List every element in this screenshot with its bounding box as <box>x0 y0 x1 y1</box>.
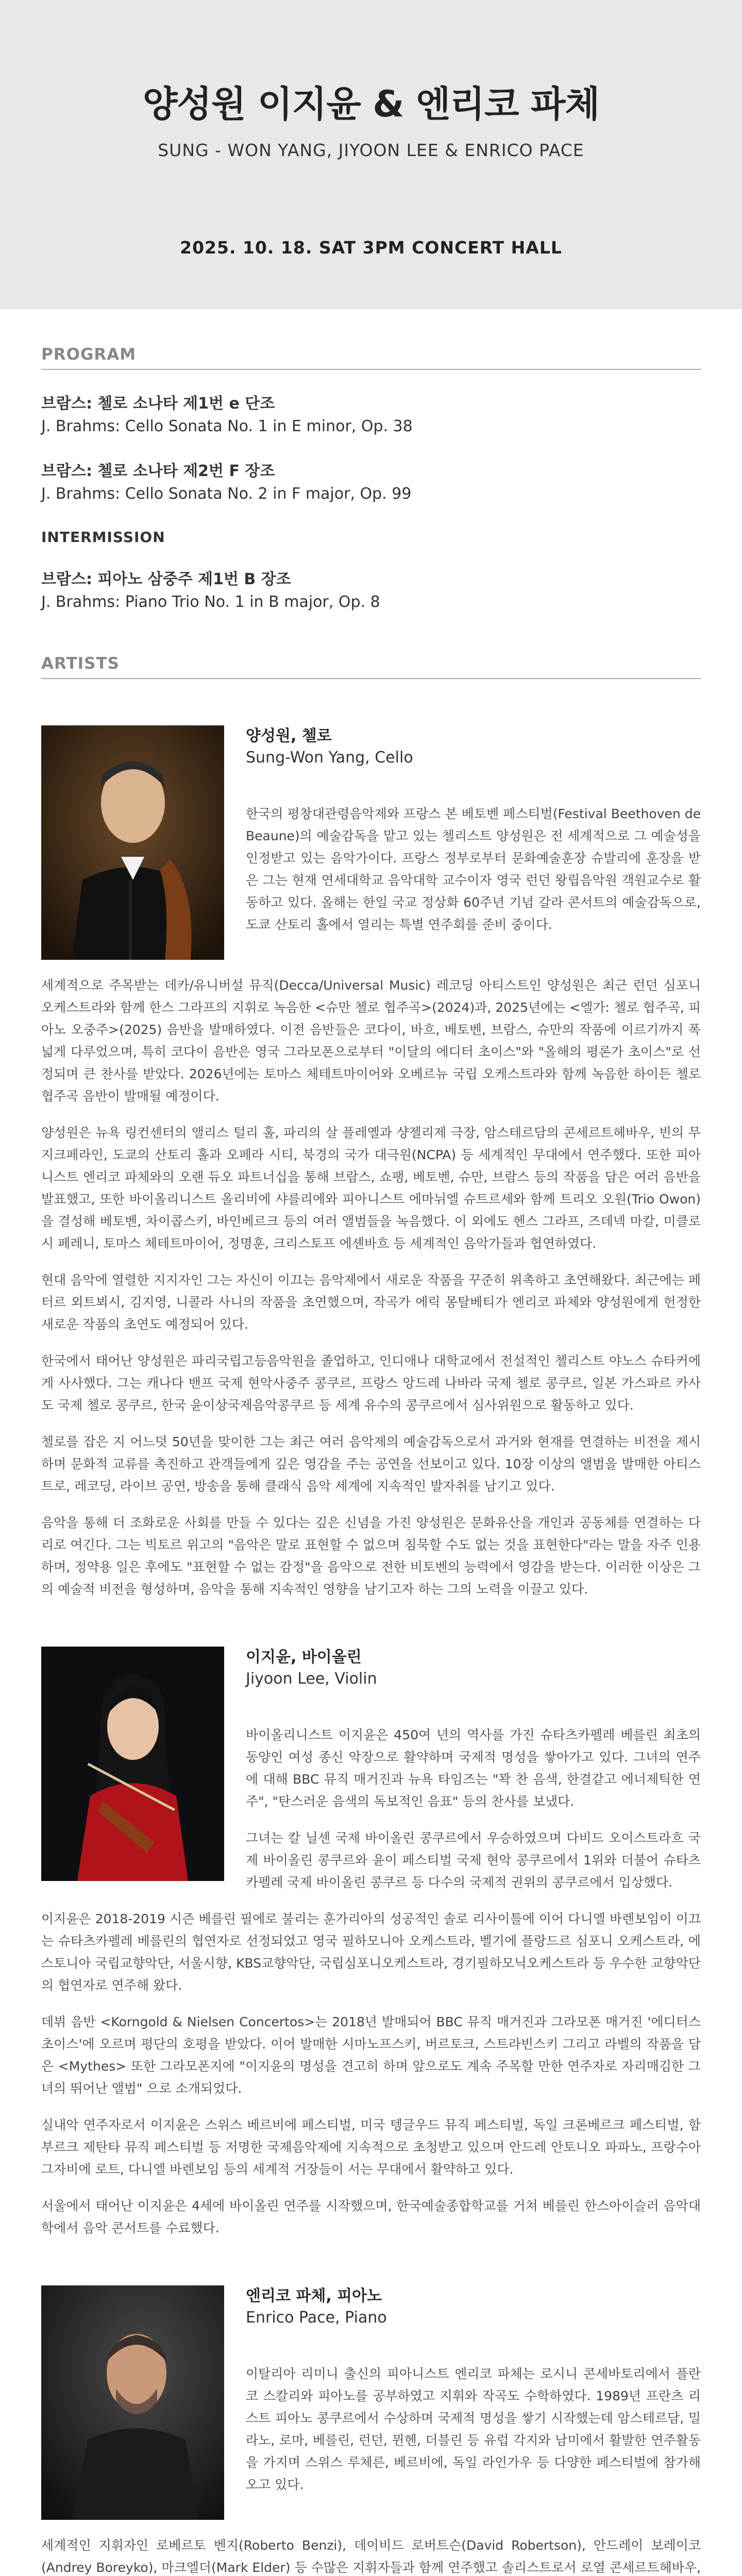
program-heading: PROGRAM <box>41 345 701 370</box>
artist-name-kr: 엔리코 파체, 피아노 <box>246 2287 382 2305</box>
concert-date: 2025. 10. 18. SAT 3PM CONCERT HALL <box>180 238 562 258</box>
artist-name-en: Enrico Pace, Piano <box>246 2309 387 2327</box>
artist-enrico-pace <box>41 2285 701 2576</box>
artist-photo-pianist <box>41 2285 224 2520</box>
artist-bio-paragraph: 세계적인 지휘자인 로베르토 벤지(Roberto Benzi), 데이비드 로버트슨(David Robertson), 안드레이 보레이코(Andrey Boreyko), 마크엘더(Mark Elder) 등 수많은 지휘자들과 함께 연주했고 솔리스트로서 로열 콘세르트헤바우, <box>41 2538 701 2575</box>
program-item-en: J. Brahms: Piano Trio No. 1 in B major, Op. 8 <box>41 592 380 611</box>
artist-intro-paragraph: 이탈리아 리미니 출신의 피아니스트 엔리코 파체는 로시니 콘세바토리에서 플란코 스칼리와 피아노를 공부하였고 지휘와 작곡도 수학하였다. 1989년 프란츠 리스트 피아노 콩쿠르에서 수상하며 국제적 명성을 쌓기 시작했는데 암스테르담, 밀라노, 로마, 베를린, 런던, 뮌헨, 더블린 등 유럽 각지와 남미에서 활발한 연주활동을 가지며 스위스 루체른, 베르비에, 독일 라인가우 등 다양한 페스티벌에 참가해오고 있다. <box>246 2366 701 2492</box>
concert-subtitle: SUNG - WON YANG, JIYOON LEE & ENRICO PACE <box>158 140 584 160</box>
artist-bio-paragraph: 데뷔 음반 <Korngold & Nielsen Concertos>는 2018년 발매되어 BBC 뮤직 매거진과 그라모폰 매거진 '에디터스 초이스'에 오르며 평단의 호평을 받았다. 이어 발매한 시마노프스키, 버르토크, 스트라빈스키 그리고 라벨의 작품을 담은 <Mythes> 또한 그라모폰지에 "이지윤의 명성을 견고히 하며 앞으로도 계속 주목할 만한 연주자로 자리매김한 그녀의 뛰어난 앨범" 으로 소개되었다. <box>41 2014 701 2096</box>
artist-bio-paragraph: 첼로를 잡은 지 어느덧 50년을 맞이한 그는 최근 여러 음악제의 예술감독으로서 과거와 현재를 연결하는 비전을 제시하며 문화적 교류를 촉진하고 관객들에게 깊은 영감을 주는 공연을 선보이고 있다. 10장 이상의 앨범을 발매한 아티스트로, 레코딩, 라이브 공연, 방송을 통해 클래식 음악 세계에 지속적인 발자취를 남기고 있다. <box>41 1434 701 1494</box>
artists-heading: ARTISTS <box>41 654 701 679</box>
artist-bio-paragraph: 세계적으로 주목받는 데카/유니버설 뮤직(Decca/Universal Music) 레코딩 아티스트인 양성원은 최근 런던 심포니 오케스트라와 함께 한스 그라프의 지휘로 녹음한 <슈만 첼로 협주곡>(2024)과, 2025년에는 <엘가: 첼로 협주곡, 피아노 오중주>(2025) 음반을 발매하였다. 이전 음반들은 코다이, 바흐, 베토벤, 브람스, 슈만의 작품에 이르기까지 폭넓게 다루었으며, 특히 코다이 음반은 영국 그라모폰으로부터 "이달의 에디터 초이스"와 "올해의 평론가 초이스"로 선정되며 큰 찬사를 받았다. 2026년에는 토마스 체테트마이어와 오베르뉴 국립 오케스트라와 함께 녹음한 하이든 첼로 협주곡 음반이 발매될 예정이다. <box>41 978 701 1104</box>
artist-bio-paragraph: 양성원은 뉴욕 링컨센터의 앨리스 털리 홀, 파리의 살 플레옐과 샹젤리제 극장, 암스테르담의 콘세르트헤바우, 빈의 무지크페라인, 도쿄의 산토리 홀과 오페라 시티, 북경의 국가 대극원(NCPA) 등 세계적인 무대에서 연주했다. 또한 피아니스트 엔리코 파체와의 오랜 듀오 파트너십을 통해 브람스, 쇼팽, 베토벤, 슈만, 브람스 등의 작품을 담은 여러 음반을 발표했고, 또한 바이올리니스트 올리비에 샤를리에와 피아니스트 에마뉘엘 슈트르세와 함께 트리오 오원(Trio Owon)을 결성해 베토벤, 차이콥스키, 바인베르크 등의 여러 앨범들을 녹음했다. 이 외에도 헨스 그라프, 즈데넥 마칼, 미클로시 페레니, 토마스 체테트마이어, 정명훈, 크리스토프 에셴바흐 등 세계적인 음악가들과 협연하였다. <box>41 1125 701 1251</box>
artist-name-kr: 이지윤, 바이올린 <box>246 1648 362 1666</box>
artist-sung-won-yang <box>41 725 701 1600</box>
program-item-en: J. Brahms: Cello Sonata No. 1 in E minor, Op. 38 <box>41 417 413 435</box>
artist-bio-paragraph: 실내악 연주자로서 이지윤은 스위스 베르비에 페스티벌, 미국 텡글우드 뮤직 페스티벌, 독일 크론베르크 페스티벌, 함부르크 제탄타 뮤직 페스티벌 등 저명한 국제음악제에 지속적으로 초청받고 있으며 안드레 안토니오 파파노, 프랑수아그자비에 로트, 다니엘 바렌보임 등의 세계적 거장들이 서는 무대에서 활약하고 있다. <box>41 2117 701 2177</box>
artist-photo-cellist <box>41 725 224 960</box>
artist-intro-paragraph: 바이올리니스트 이지윤은 450여 년의 역사를 가진 슈타츠카펠레 베를린 최초의 동양인 여성 종신 악장으로 활약하며 국제적 명성을 쌓아가고 있다. 그녀의 연주에 대해 BBC 뮤직 매거진과 뉴욕 타임즈는 "꽉 찬 음색, 한결같고 에너제틱한 연주", "탄스러운 음색의 독보적인 음표" 등의 찬사를 보냈다. <box>246 1727 701 1809</box>
artist-bio-paragraph: 한국에서 태어난 양성원은 파리국립고등음악원을 졸업하고, 인디애나 대학교에서 전설적인 첼리스트 야노스 슈타커에게 사사했다. 그는 캐나다 밴프 국제 현악사중주 콩쿠르, 프랑스 앙드레 나바라 국제 첼로 콩쿠르, 일본 가스파르 카사도 국제 첼로 콩쿠르, 한국 윤이상국제음악콩쿠르 등 세계 유수의 콩쿠르에서 심사위원으로 활동하고 있다. <box>41 1353 701 1413</box>
program-item-en: J. Brahms: Cello Sonata No. 2 in F major, Op. 99 <box>41 484 412 503</box>
artist-bio-paragraph: 서울에서 태어난 이지윤은 4세에 바이올린 연주를 시작했으며, 한국예술종합학교를 거쳐 베를린 한스아이슬러 음악대학에서 음악 콘서트를 수료했다. <box>41 2198 701 2235</box>
program-item <box>41 460 701 505</box>
artist-intro-paragraph: 그녀는 칼 닐센 국제 바이올린 콩쿠르에서 우승하였으며 다비드 오이스트라흐 국제 바이올린 콩쿠르와 윤이 페스티벌 국제 현악 콩쿠르에서 1위와 더불어 슈타츠카펠레 국제 바이올린 콩쿠르 등 다수의 국제적 권위의 콩쿠르에서 입상했다. <box>246 1831 701 1890</box>
concert-header <box>0 0 742 309</box>
program-item <box>41 393 701 437</box>
concert-title: 양성원 이지윤 & 엔리코 파체 <box>142 83 600 125</box>
program-item-kr: 브람스: 피아노 삼중주 제1번 B 장조 <box>41 570 291 588</box>
artist-bio-paragraph: 이지윤은 2018-2019 시즌 베를린 필에로 불리는 훈가리아의 성공적인 솔로 리사이틀에 이어 다니엘 바렌보임이 이끄는 슈타츠카펠레 베를린의 협연자로 선정되었고 영국 필하모니아 오케스트라, 벨기에 플랑드르 심포니 오케스트라, 에스토니아 국립교향악단, 서울시향, KBS교향악단, 국립심포니오케스트라, 경기필하모닉오케스트라 등 우수한 교향악단의 협연자로 연주해 왔다. <box>41 1911 701 1993</box>
intermission-label: INTERMISSION <box>41 529 165 546</box>
artist-photo-violinist <box>41 1647 224 1881</box>
artist-name-en: Sung-Won Yang, Cello <box>246 749 413 767</box>
artists-section <box>41 613 701 2576</box>
program-item <box>41 568 701 613</box>
program-item-kr: 브람스: 첼로 소나타 제2번 F 장조 <box>41 462 275 480</box>
program-content <box>0 309 742 2576</box>
artist-name-en: Jiyoon Lee, Violin <box>246 1670 377 1688</box>
artist-bio-paragraph: 현대 음악에 열렬한 지지자인 그는 자신이 이끄는 음악제에서 새로운 작품을 꾸준히 위촉하고 초연해왔다. 최근에는 페터르 외트뵈시, 김지영, 니콜라 사니의 작품을 초연했으며, 작곡가 에릭 몽탈베티가 엔리코 파체와 양성원에게 헌정한 새로운 작품의 초연도 예정되어 있다. <box>41 1273 701 1332</box>
artist-name-kr: 양성원, 첼로 <box>246 727 332 745</box>
program-item-kr: 브람스: 첼로 소나타 제1번 e 단조 <box>41 395 275 413</box>
artist-intro-paragraph: 한국의 평창대관령음악제와 프랑스 본 베토벤 페스티벌(Festival Beethoven de Beaune)의 예술감독을 맡고 있는 첼리스트 양성원은 전 세계적으로 그 예술성을 인정받고 있는 음악가이다. 프랑스 정부로부터 문화예술훈장 슈발리에 훈장을 받은 그는 현재 연세대학교 음악대학 교수이자 영국 런던 왕립음악원 객원교수로 활동하고 있다. 올해는 한일 국교 정상화 60주년 기념 갈라 콘서트의 예술감독으로, 도쿄 산토리 홀에서 열리는 특별 연주회를 준비 중이다. <box>246 806 701 932</box>
artist-jiyoon-lee <box>41 1647 701 2239</box>
program-section <box>41 309 701 613</box>
artist-bio-paragraph: 음악을 통해 더 조화로운 사회를 만들 수 있다는 깊은 신념을 가진 양성원은 문화유산을 개인과 공동체를 연결하는 다리로 여긴다. 그는 빅토르 위고의 "음악은 말로 표현할 수 없으며 침묵할 수도 없는 것을 표현한다"라는 말을 자주 인용하며, 정약용 일은 후에도 "표현할 수 없는 감정"을 음악으로 전한 비토벤의 능력에서 영감을 받는다. 이러한 이상은 그의 예술적 비전을 형성하며, 음악을 통해 지속적인 영향을 남기고자 하는 그의 노력을 이끌고 있다. <box>41 1515 701 1597</box>
